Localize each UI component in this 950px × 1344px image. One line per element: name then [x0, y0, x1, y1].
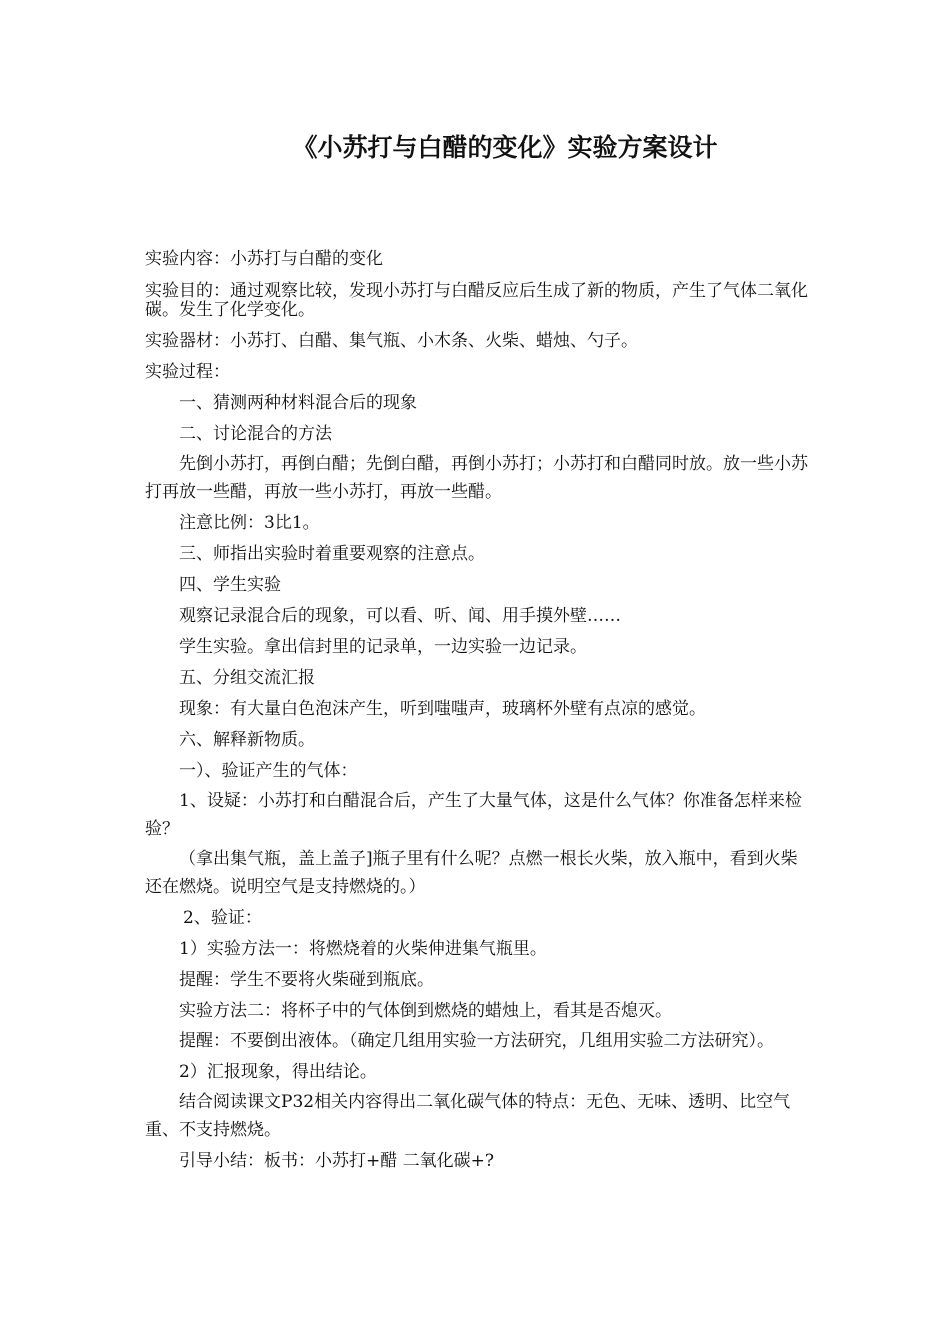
step-4-observe: 观察记录混合后的现象，可以看、听、闻、用手摸外壁…… [179, 606, 621, 626]
step-6-sub-1: 一）、验证产生的气体： [179, 761, 358, 781]
method-1-reminder: 提醒：学生不要将火柴碰到瓶底。 [179, 970, 434, 990]
step-2: 二、讨论混合的方法 [179, 424, 332, 444]
step-2-detail: 先倒小苏打，再倒白醋；先倒白醋，再倒小苏打；小苏打和白醋同时放。放一些小苏打再放一些醋，再放一些小苏打，再放一些醋。 [145, 454, 808, 502]
method-2-reminder: 提醒：不要倒出液体。（确定几组用实验一方法研究，几组用实验二方法研究）。 [179, 1031, 774, 1051]
step-4: 四、学生实验 [179, 575, 281, 595]
step-6-demo: （拿出集气瓶，盖上盖子]瓶子里有什么呢？点燃一根长火柴，放入瓶中，看到火柴还在燃烧。说明空气是支持燃烧的。） [145, 849, 798, 897]
step-5: 五、分组交流汇报 [179, 668, 315, 688]
paragraph-materials: 实验器材：小苏打、白醋、集气瓶、小木条、火柴、蜡烛、勺子。 [145, 331, 638, 351]
step-1: 一、猜测两种材料混合后的现象 [179, 393, 417, 413]
summary: 引导小结：板书：小苏打+醋 二氧化碳+? [179, 1151, 495, 1171]
document-body [145, 244, 810, 1177]
step-6-verify: 2、验证： [183, 908, 262, 928]
step-6: 六、解释新物质。 [179, 730, 315, 750]
paragraph-content: 实验内容：小苏打与白醋的变化 [145, 249, 383, 269]
co2-properties: 结合阅读课文P32相关内容得出二氧化碳气体的特点：无色、无味、透明、比空气重、不支持燃烧。 [145, 1092, 791, 1140]
step-5-phenomenon: 现象：有大量白色泡沫产生，听到嗤嗤声，玻璃杯外壁有点凉的感觉。 [179, 699, 706, 719]
ratio-note: 注意比例：3比1。 [179, 513, 320, 533]
step-4-record: 学生实验。拿出信封里的记录单，一边实验一边记录。 [179, 637, 587, 657]
method-1: 1）实验方法一：将燃烧着的火柴伸进集气瓶里。 [179, 939, 547, 959]
method-2: 实验方法二：将杯子中的气体倒到燃烧的蜡烛上，看其是否熄灭。 [179, 1001, 672, 1021]
report-conclusion: 2）汇报现象，得出结论。 [179, 1062, 377, 1082]
page-title: 《小苏打与白醋的变化》实验方案设计 [292, 133, 718, 162]
paragraph-process-heading: 实验过程： [145, 362, 230, 382]
step-3: 三、师指出实验时着重要观察的注意点。 [179, 544, 485, 564]
step-6-question: 1、设疑：小苏打和白醋混合后，产生了大量气体，这是什么气体？你准备怎样来检验？ [145, 791, 802, 839]
paragraph-purpose: 实验目的：通过观察比较，发现小苏打与白醋反应后生成了新的物质，产生了气体二氧化碳。发生了化学变化。 [145, 281, 808, 320]
